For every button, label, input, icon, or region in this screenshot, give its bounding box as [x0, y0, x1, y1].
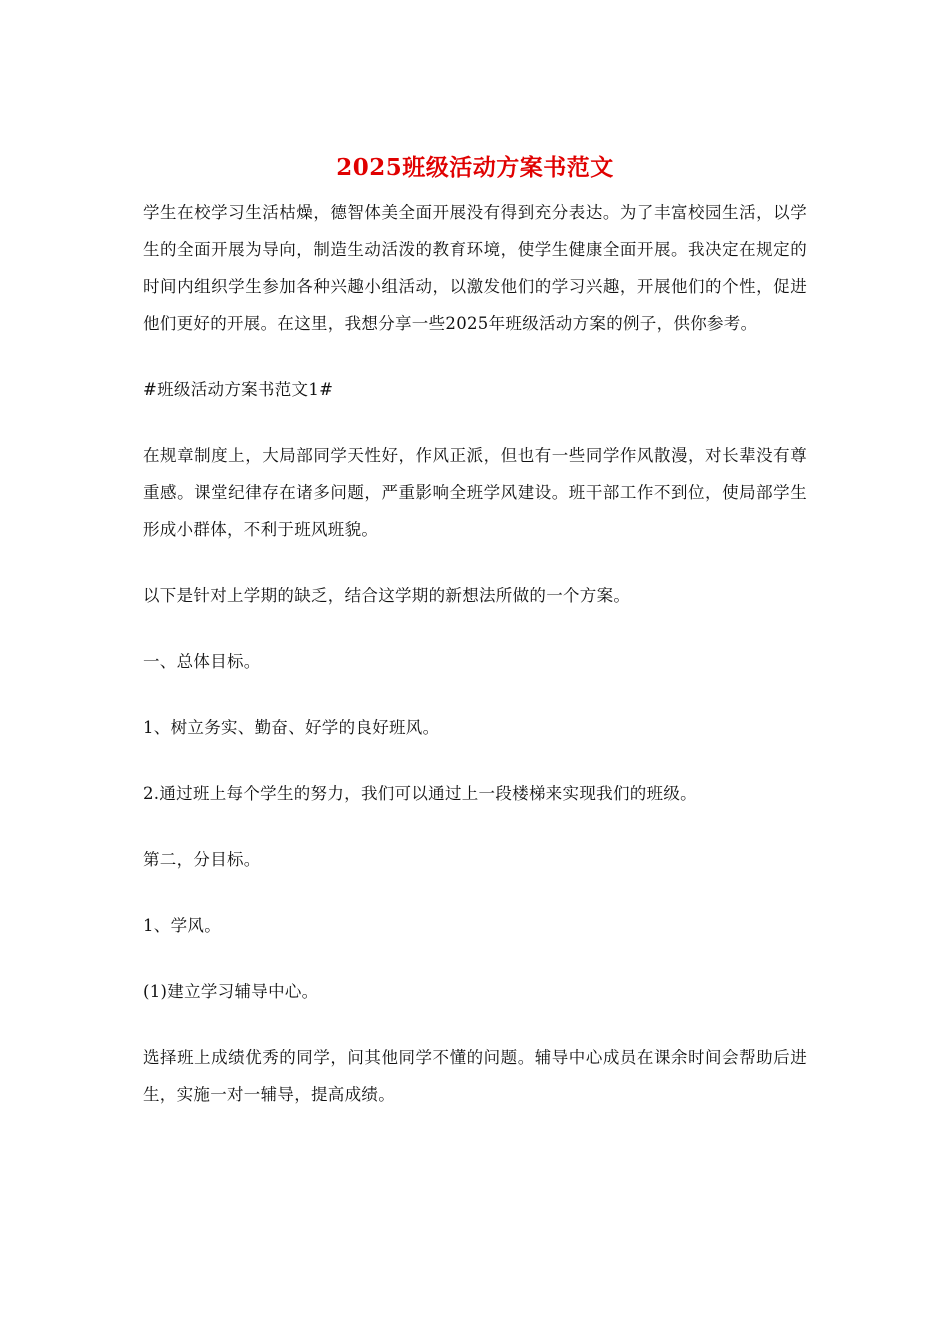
- section-heading-1: #班级活动方案书范文1#: [143, 380, 334, 399]
- body-paragraph: 选择班上成绩优秀的同学，问其他同学不懂的问题。辅导中心成员在课余时间会帮助后进生，实施一对一辅导，提高成绩。: [143, 1048, 807, 1104]
- document-body: [143, 194, 807, 1142]
- body-paragraph: 以下是针对上学期的缺乏，结合这学期的新想法所做的一个方案。: [143, 586, 631, 605]
- list-item: 1、树立务实、勤奋、好学的良好班风。: [143, 718, 440, 737]
- list-item: 2.通过班上每个学生的努力，我们可以通过上一段楼梯来实现我们的班级。: [143, 784, 697, 803]
- list-item: 1、学风。: [143, 916, 221, 935]
- document-title: 2025班级活动方案书范文: [336, 154, 614, 181]
- sub-list-item: (1)建立学习辅导中心。: [143, 982, 319, 1001]
- list-heading: 第二，分目标。: [143, 850, 261, 869]
- body-paragraph: 在规章制度上，大局部同学天性好，作风正派，但也有一些同学作风散漫，对长辈没有尊重感。课堂纪律存在诸多问题，严重影响全班学风建设。班干部工作不到位，使局部学生形成小群体，不利于班风班貌。: [143, 446, 807, 539]
- intro-paragraph: 学生在校学习生活枯燥，德智体美全面开展没有得到充分表达。为了丰富校园生活，以学生的全面开展为导向，制造生动活泼的教育环境，使学生健康全面开展。我决定在规定的时间内组织学生参加各种兴趣小组活动，以激发他们的学习兴趣，开展他们的个性，促进他们更好的开展。在这里，我想分享一些2025年班级活动方案的例子，供你参考。: [143, 203, 807, 333]
- list-heading: 一、总体目标。: [143, 652, 261, 671]
